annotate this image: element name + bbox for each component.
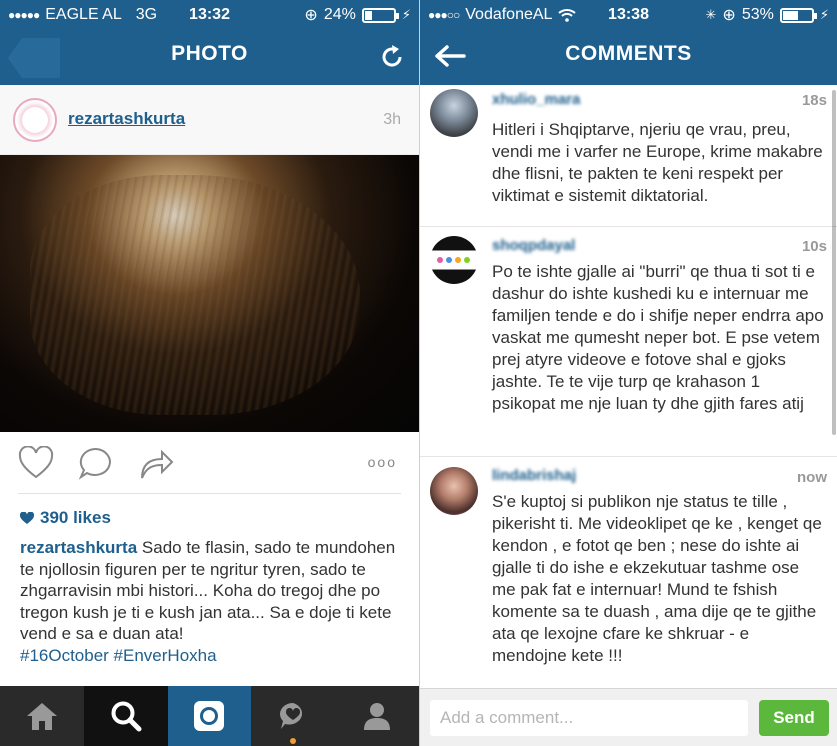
charging-icon: ⚡ [819,7,829,22]
post-time: 3h [383,111,401,128]
comment-item [420,85,837,227]
post-photo[interactable] [0,155,419,432]
comment-input[interactable] [430,700,748,736]
comment-avatar[interactable] [430,467,478,515]
photo-header [0,0,419,85]
heart-icon [20,512,34,525]
tab-search[interactable] [84,686,168,746]
page-title: COMMENTS [565,42,692,65]
comment-composer [420,688,837,746]
share-arrow-icon[interactable] [138,446,174,480]
caption-hashtags[interactable]: #16October #EnverHoxha [20,645,217,665]
page-title: PHOTO [171,42,248,65]
scrollbar[interactable] [832,90,836,435]
comment-username[interactable]: lindabrishaj [492,467,577,484]
loading-icon: ✳ [705,7,717,22]
comment-avatar[interactable] [430,89,478,137]
status-bar [0,0,419,30]
bottom-tab-bar [0,686,419,746]
tab-profile[interactable] [335,686,419,746]
post-header [0,85,419,155]
like-heart-icon[interactable] [18,446,54,480]
avatar[interactable] [13,98,57,142]
comment-username[interactable]: shoqpdayal [492,237,576,254]
profile-icon [363,701,391,731]
comment-text: S'e kuptoj si publikon nje status te tille , pikerisht ti. Me videoklipet qe ke , kenget qe kendon , e fotot qe ben ; nese do ishte ai gjalle ti do ishe e ekzekutuar tashme ose me pak fat e internuar! Mund te fshish komente sa te duash , ama dije qe te gjithe ata qe lexojne cfare ke shkruar - e mendojne kete !!! [492,492,822,665]
comment-item [420,227,837,457]
comments-screen [419,0,837,746]
tab-home[interactable] [0,686,84,746]
caption-username[interactable]: rezartashkurta [20,538,138,557]
status-bar [420,0,837,30]
battery-percent: 24% [323,6,356,23]
camera-icon [192,699,226,733]
caption-text: Sado te flasin, sado te mundohen te njollosin figuren per te ngritur tyren, sado te zhgarravisin mbi histori... Koha do tregoj dhe po tregon kush je ti e kush jan ata... Sa e doje ti kete vend e sa e duan ata! [20,538,396,643]
comment-bubble-icon[interactable] [78,446,114,480]
more-options-button[interactable]: ooo [367,454,397,470]
comment-time: 18s [801,92,827,109]
notification-dot [290,738,296,744]
likes-label: 390 likes [40,508,111,527]
comment-item [420,457,837,685]
clock: 13:38 [608,6,649,23]
carrier-label: VodafoneAL [465,6,553,23]
comment-username[interactable]: xhulio_mara [492,91,581,108]
likes-count[interactable] [20,508,111,528]
refresh-icon[interactable] [379,44,405,70]
comments-header [420,0,837,85]
post-actions [18,432,401,494]
home-icon [25,701,59,731]
signal-icon: ●●●○○ [428,8,460,22]
charging-icon: ⚡ [401,7,411,22]
comment-text: Hitleri i Shqiptarve, njeriu qe vrau, preu, vendi me i varfer ne Europe, krime makabre dhe flisni, te pakten te keni respekt per viktimat e sistemit diktatorial. [492,120,823,205]
search-icon [110,700,142,732]
activity-icon [277,701,309,731]
send-button[interactable]: Send [759,700,829,736]
orientation-lock-icon: ⊕ [722,7,736,24]
network-label: 3G [135,6,158,23]
comment-text: Po te ishte gjalle ai "burri" qe thua ti sot ti e dashur do ishte kushedi ku e internuar me familjen tende e do i shifje neper endrra apo vaskat me qumesht neper bot. E pse vetem prej atyre videove e fotove shal e gjoks jashte. Te te vije turp qe krahason 1 psikopat me nje luan ty dhe gjith fares atij [492,262,824,413]
battery-percent: 53% [741,6,774,23]
comment-time: 10s [801,238,827,255]
comment-time: now [797,469,827,486]
wifi-icon [558,8,576,22]
orientation-lock-icon: ⊕ [304,7,318,24]
battery-icon [362,8,396,23]
battery-icon [780,8,814,23]
tab-camera[interactable] [168,686,252,746]
carrier-label: EAGLE AL [45,6,122,23]
tab-activity[interactable] [251,686,335,746]
signal-icon: ●●●●● [8,8,40,22]
post-caption [20,537,405,666]
clock: 13:32 [189,6,230,23]
post-username[interactable]: rezartashkurta [68,109,186,128]
comment-avatar[interactable] [430,236,478,284]
